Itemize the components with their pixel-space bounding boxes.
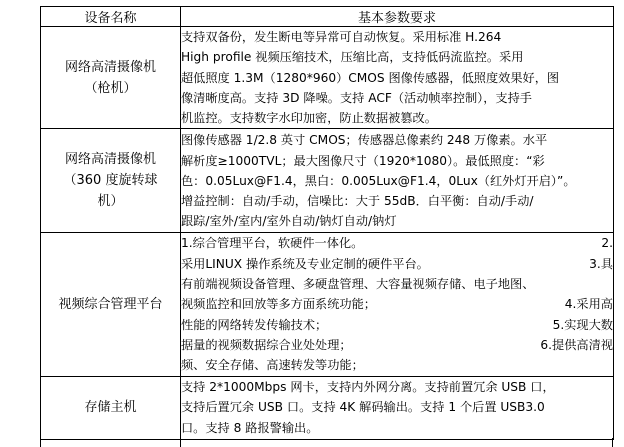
device-name-line: 机） [97, 194, 124, 210]
header-basic-params: 基本参数要求 [181, 7, 614, 27]
header-device-name: 设备名称 [41, 7, 181, 27]
device-name-line: 存储主机 [84, 400, 137, 416]
device-name-line: （枪机） [84, 80, 137, 96]
params-cell [181, 27, 614, 129]
table-row [41, 376, 614, 439]
spec-table [40, 6, 614, 440]
device-name-cell [41, 233, 181, 376]
params-line [181, 315, 613, 335]
table-row [41, 27, 614, 129]
params-text: 据量的视频数据综合业处处理； [181, 337, 352, 352]
params-text: 视频监控和回放等多方面系统功能； [181, 297, 376, 312]
device-name-cell [41, 27, 181, 129]
device-name-line: 网络高清摄像机 [64, 59, 156, 75]
params-text: 6.提供高清视 [540, 337, 613, 352]
params-text: 性能的网络转发传输技术； [181, 317, 328, 332]
params-text: 2. [601, 236, 613, 251]
params-line: 机监控。支持数字水印加密，防止数据被篡改。 [181, 111, 437, 126]
params-line: 支持 2*1000Mbps 网卡，支持内外网分离。支持前置冗余 USB 口， [181, 380, 555, 395]
device-name-line: 网络高清摄像机 [64, 152, 156, 168]
next-row-cutoff [40, 438, 613, 447]
params-line: 有前端视频设备管理、多硬盘管理、大容量视频存储、电子地图、 [181, 277, 535, 292]
params-line: 增益控制：自动/手动，信噪比：大于 55dB．白平衡：自动/手动/ [181, 194, 534, 209]
params-line: 图像传感器 1/2.8 英寸 CMOS；传感器总像素约 248 万像素。水平 [181, 133, 548, 148]
params-cell [181, 376, 614, 439]
params-text: 4.采用高 [564, 297, 613, 312]
params-line [181, 294, 613, 314]
table-row [41, 129, 614, 233]
params-line: 支持双备份，发生断电等异常可自动恢复。采用标准 H.264 [181, 30, 502, 44]
params-line: 支持后置冗余 USB 口。支持 4K 解码输出。支持 1 个后置 USB3.0 [181, 400, 545, 415]
params-text: 5.实现大数 [552, 317, 613, 332]
params-text: 3.具 [589, 256, 613, 271]
device-name-line: （360 度旋转球 [63, 173, 158, 189]
params-text: 1.综合管理平台，软硬件一体化。 [181, 236, 364, 251]
table-header-row [41, 7, 614, 27]
params-cell [181, 233, 614, 376]
table-row [41, 233, 614, 376]
device-name-cell [41, 376, 181, 439]
params-line: 像清晰度高。支持 3D 降噪。支持 ACF（活动帧率控制），支持手 [181, 90, 532, 105]
params-line: 超低照度 1.3M（1280*960）CMOS 图像传感器，低照度效果好，图 [181, 70, 560, 85]
params-line: 色：0.05Lux@F1.4，黑白：0.005Lux@F1.4，0Lux（红外灯开启）”。 [181, 173, 576, 188]
params-line [181, 254, 613, 274]
params-line: 解析度≥1000TVL；最大图像尺寸（1920*1080）。最低照度：“彩 [181, 153, 545, 168]
device-name-line: 视频综合管理平台 [58, 297, 163, 313]
params-line [181, 335, 613, 355]
params-line: 口。支持 8 路报警输出。 [181, 420, 319, 435]
params-line: 频、安全存储、高速转发等功能； [181, 358, 364, 373]
params-line [181, 233, 613, 253]
params-text: 采用LINUX 操作系统及专业定制的硬件平台。 [181, 256, 429, 271]
table-border-line [612, 438, 613, 447]
table-border-line [180, 438, 181, 447]
table-border-line [40, 438, 41, 447]
device-name-cell [41, 129, 181, 233]
params-line: High profile 视频压缩技术，压缩比高，支持低码流监控。采用 [181, 50, 524, 65]
params-line: 跟踪/室外/室内/室外自动/钠灯自动/钠灯 [181, 214, 397, 229]
params-cell [181, 129, 614, 233]
